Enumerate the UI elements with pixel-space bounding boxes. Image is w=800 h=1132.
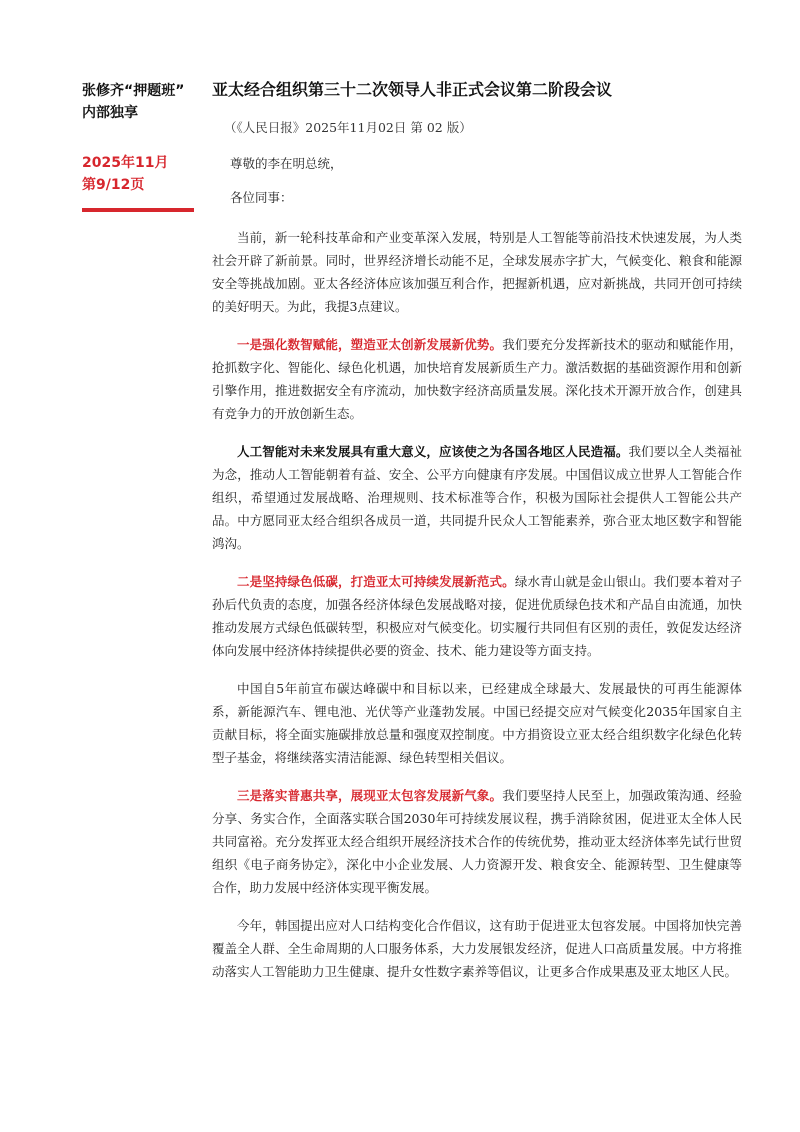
sidebar xyxy=(82,80,194,212)
paragraph-lead: 人工智能对未来发展具有重大意义，应该使之为各国各地区人民造福。 xyxy=(237,444,629,459)
paragraph xyxy=(212,784,742,899)
page-number: 第9/12页 xyxy=(82,177,145,193)
greeting: 各位同事： xyxy=(230,190,293,205)
brand-label xyxy=(82,80,194,124)
paragraph xyxy=(212,677,742,769)
paragraph-body: 我们要以全人类福祉为念，推动人工智能朝着有益、安全、公平方向健康有序发展。中国倡议成立世界人工智能合作组织，希望通过发展战略、治理规则、技术标准等合作，积极为国际社会提供人工智能公共产品。中方愿同亚太经合组织各成员一道，共同提升民众人工智能素养，弥合亚太地区数字和智能鸿沟。 xyxy=(212,444,742,551)
paragraph-lead: 三是落实普惠共享，展现亚太包容发展新气象。 xyxy=(237,788,503,803)
paragraph-body: 今年，韩国提出应对人口结构变化合作倡议，这有助于促进亚太包容发展。中国将加快完善覆盖全人群、全生命周期的人口服务体系，大力发展银发经济，促进人口高质量发展。中方将推动落实人工智能助力卫生健康、提升女性数字素养等倡议，让更多合作成果惠及亚太地区人民。 xyxy=(212,918,742,979)
brand-line1: 张修齐“押题班” xyxy=(82,83,185,99)
brand-line2: 内部独享 xyxy=(82,105,138,121)
paragraph-body: 绿水青山就是金山银山。我们要本着对子孙后代负责的态度，加强各经济体绿色发展战略对接，促进优质绿色技术和产品自由流通，加快推动发展方式绿色低碳转型，积极应对气候变化。切实履行共同但有区别的责任，敦促发达经济体向发展中经济体持续提供必要的资金、技术、能力建设等方面支持。 xyxy=(212,574,742,658)
paragraph xyxy=(212,914,742,983)
paragraph xyxy=(212,333,742,425)
article-title: 亚太经合组织第三十二次领导人非正式会议第二阶段会议 xyxy=(212,80,613,99)
salutation: 尊敬的李在明总统， xyxy=(230,156,343,171)
paragraph-lead: 一是强化数智赋能，塑造亚太创新发展新优势。 xyxy=(237,337,503,352)
article xyxy=(212,78,742,983)
paragraph xyxy=(212,226,742,318)
paragraph xyxy=(212,570,742,662)
paragraph-body: 我们要充分发挥新技术的驱动和赋能作用，抢抓数字化、智能化、绿色化机遇，加快培育发展新质生产力。激活数据的基础资源作用和创新引擎作用，推进数据安全有序流动，加快数字经济高质量发展。深化技术开源开放合作，创建具有竞争力的开放创新生态。 xyxy=(212,337,742,421)
article-source: （《人民日报》2025年11月02日 第 02 版） xyxy=(224,120,472,135)
paragraph xyxy=(212,440,742,555)
sidebar-divider xyxy=(82,208,194,212)
page-meta xyxy=(82,152,194,196)
paragraph-body: 当前，新一轮科技革命和产业变革深入发展，特别是人工智能等前沿技术快速发展，为人类社会开辟了新前景。同时，世界经济增长动能不足，全球发展赤字扩大，气候变化、粮食和能源安全等挑战加剧。亚太各经济体应该加强互利合作，把握新机遇，应对新挑战，共同开创可持续的美好明天。为此，我提3点建议。 xyxy=(212,230,742,314)
paragraph-body: 中国自5年前宣布碳达峰碳中和目标以来，已经建成全球最大、发展最快的可再生能源体系，新能源汽车、锂电池、光伏等产业蓬勃发展。中国已经提交应对气候变化2035年国家自主贡献目标，将全面实施碳排放总量和强度双控制度。中方捐资设立亚太经合组织数字化绿色化转型子基金，将继续落实清洁能源、绿色转型相关倡议。 xyxy=(212,681,742,765)
paragraph-lead: 二是坚持绿色低碳，打造亚太可持续发展新范式。 xyxy=(237,574,515,589)
date-label: 2025年11月 xyxy=(82,155,169,171)
paragraph-body: 我们要坚持人民至上，加强政策沟通、经验分享、务实合作，全面落实联合国2030年可持续发展议程，携手消除贫困，促进亚太全体人民共同富裕。充分发挥亚太经合组织开展经济技术合作的传统优势，推动亚太经济体率先试行世贸组织《电子商务协定》，深化中小企业发展、人力资源开发、粮食安全、能源转型、卫生健康等合作，助力发展中经济体实现平衡发展。 xyxy=(212,788,742,895)
